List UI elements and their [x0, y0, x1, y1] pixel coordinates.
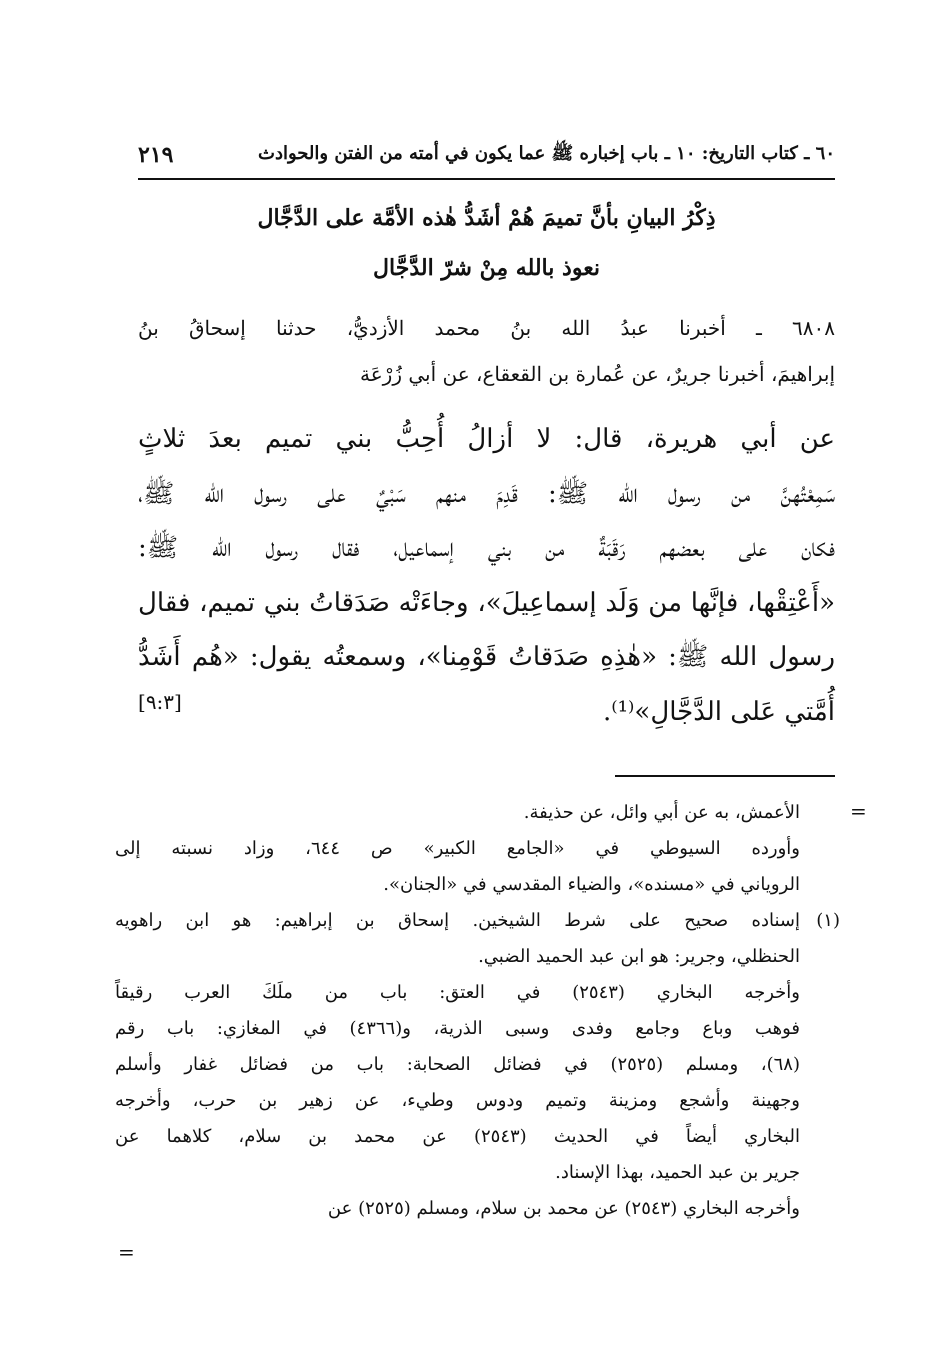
footnote-rule	[615, 775, 835, 777]
isnad-line: ٦٨٠٨ ـ أخبرنا عبدُ الله بنُ محمد الأزديُّ، حدثنا إسحاقُ بنُ	[138, 316, 835, 340]
continuation-mark: =	[850, 799, 867, 823]
hadith-text	[138, 412, 835, 739]
isnad-line: إبراهيمَ، أخبرنا جريرٌ، عن عُمارة بن القعقاع، عن أبي زُرْعَة	[360, 362, 835, 386]
footnote-line: الأعمش، به عن أبي وائل، عن حذيفة.	[523, 802, 800, 823]
page-number: ٢١٩	[138, 142, 174, 168]
footnote-line: وأخرجه البخاري (٢٥٤٣) عن محمد بن سلام، ومسلم (٢٥٢٥) عن	[327, 1198, 800, 1219]
footnote-line: فوهب وباع وجامع وفدى وسبى الذرية، و(٤٣٦٦) في المغازي: باب رقم	[115, 1018, 800, 1039]
hadith-line: سَمِعْتُهنَّ من رسول الله ﷺ: قَدِمَ منهم سَبْيٌ على رسول الله ﷺ،	[138, 478, 835, 509]
hadith-line: «أَعْتِقْها، فإنَّها من وَلَد إسماعِيلَ»، وجاءَتْه صَدَقاتُ بني تميم، فقال	[138, 587, 835, 618]
section-heading: ذِكْرُ البيانِ بأنَّ تميمَ هُمْ أشَدُّ هٰذه الأمَّة على الدَّجَّال	[257, 205, 716, 231]
footnote-line: وأخرجه البخاري (٢٥٤٣) في العتق: باب من ملَكَ العرب رقيقاً	[115, 982, 800, 1003]
footnote-line: (٦٨)، ومسلم (٢٥٢٥) في فضائل الصحابة: باب من فضائل غفار وأسلم	[115, 1054, 800, 1075]
running-header	[138, 140, 835, 170]
footnote-line: وجهينة وأشجع ومزينة وتميم ودوس وطيء، عن زهير بن حرب، وأخرجه	[115, 1090, 800, 1111]
footnotes	[115, 795, 840, 1227]
footnote-line: الروياني في «مسنده»، والضياء المقدسي في «الجنان».	[383, 874, 800, 895]
running-header-title: ٦٠ ـ كتاب التاريخ: ١٠ ـ باب إخباره ﷺ عما يكون في أمته من الفتن والحوادث	[258, 143, 835, 164]
hadith-line: عن أبي هريرة، قال: لا أزالُ أُحِبُّ بني تميم بعدَ ثلاثٍ	[138, 424, 835, 454]
footnote-text: إسناده صحيح على شرط الشيخين. إسحاق بن إبراهيم: هو ابن راهويه	[115, 910, 800, 931]
footnote-number: (١)	[816, 910, 840, 931]
hadith-line: رسول الله ﷺ: «هٰذِهِ صَدَقاتُ قَوْمِنا»، وسمعتُه يقول: «هُم أَشَدُّ	[138, 642, 835, 672]
footnote-line: جرير بن عبد الحميد، بهذا الإسناد.	[555, 1162, 800, 1183]
footnote-line	[115, 903, 840, 939]
footnote-line: البخاري أيضاً في الحديث (٢٥٤٣) عن محمد بن سلام، كلاهما عن	[115, 1126, 800, 1147]
continuation-mark: =	[118, 1240, 135, 1264]
hadith-line: أُمَّتي عَلى الدَّجَّالِ»⁽¹⁾.	[602, 696, 835, 727]
section-subheading: نعوذ بالله مِنْ شرّ الدَّجَّال	[373, 255, 600, 281]
isnad-paragraph	[138, 305, 835, 397]
footnote-line: وأورده السيوطي في «الجامع الكبير» ص ٦٤٤، وزاد نسبته إلى	[115, 838, 800, 859]
footnote-line: الحنظلي، وجرير: هو ابن عبد الحميد الضبي.	[478, 946, 800, 967]
hadith-reference: [٩:٣]	[138, 690, 182, 714]
hadith-line: فكان على بعضهم رَقَبَةٌ من بني إسماعيل، فقال رسول الله ﷺ:	[138, 533, 835, 563]
header-rule	[138, 178, 835, 180]
